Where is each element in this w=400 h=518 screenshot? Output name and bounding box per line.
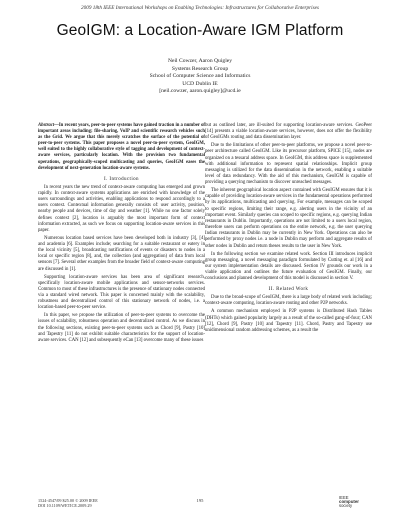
section-heading-introduction: I. Introduction [104,176,139,182]
paragraph: Due to the broad-scope of GeoIGM, there is a large body of related work including; context-aware computing, location-aware routing and other P2P networks. [205,295,372,307]
paper-title: GeoIGM: a Location-Aware IGM Platform [56,22,344,39]
footer-doi: DOI 10.1109/WETICE.2009.29 [38,503,92,509]
svg-text:society: society [339,503,353,508]
author-email: [neil.cowzer, aaron.quigley]@ucd.ie [159,88,241,95]
abstract [38,123,205,172]
author-group: Systems Research Group [171,65,229,72]
right-column [205,123,372,336]
author-names: Neil Cowzer, Aaron Quigley [167,58,233,64]
author-school: School of Computer Science and Informatics [149,73,251,80]
paragraph: In the following section we examine related work. Section III introduces implicit group messaging, a novel messaging paradigm formulated by Cutting et. al [16] and our system implementation details are discussed. Section IV grounds our work in a viable application and outlines the future evaluation of GeoIGM. Finally, our conclusions and planned development of this model is discussed in section V. [205,251,372,282]
running-head: 2009 18th IEEE International Workshops on Enabling Technologies: Infrastructures for Collaborative Enterprises [81,5,319,11]
paragraph: Due to the limitations of other peer-to-peer platforms, we propose a novel peer-to-peer architecture called GeoIGM. Like its precursor platform, SPICE [15], nodes are organized on a tessaral address space. In GeoIGM, this address space is supplemented with additional information to represent spatial relationships. Implicit group messaging is utilized for the data dissemination in the network, enabling a suitable level of data redundancy. With the aid of this mechanism, GeoIGM is capable of providing a querying mechanism to discover unreached messages. [205,143,372,186]
paragraph: Numerous location based services have been developed both in industry [3], [4] and academia [6]. Examples include; searching for a suitable restaurant or eatery in the local vicinity [5], broadcasting notifications of events or disasters to nodes in a local or specific region [8], and, the collection (and aggregation) of data from local sensors [7]. Several other examples from the broader field of context-aware computing are discussed in [1]. [38,235,205,272]
left-column [38,123,205,346]
svg-text:IEEE: IEEE [339,495,349,500]
author-university: UCD Dublin IE [182,80,218,87]
abstract-label: Abstract [38,123,55,128]
section-heading-related-work: II. Related Work [268,287,309,293]
svg-text:computer: computer [339,499,360,505]
abstract-text: —In recent years, peer-to-peer systems have gained traction in a number of important areas including; file-sharing, VoIP and scientific research vehicles such as the Grid. We argue that this merely scratches the surface of the potential of peer-to-peer systems. This paper proposes a novel peer-to-peer system, GeoIGM, well suited to the highly collaborative style of tagging and development of context-aware services, particularly location. With the provision two fundamental operations, geographically-scoped multicasting and queries, GeoIGM eases the development of next-generation location-aware systems. [38,123,205,171]
paragraph: but as outlined later, are ill-suited for supporting location-aware services. GeoPeer [14] presents a viable location-aware services, however, does not offer the flexibility of GeoIGMs routing and data dissemination layer. [205,123,372,141]
ieee-computer-society-logo [338,494,368,508]
author-block [0,58,400,96]
page-number: 195 [196,498,204,503]
paragraph: The inherent geographical location aspect contained with GeoIGM ensures that it is capable of providing location-aware services in the fundamental operations performed by its applications, multicasting and querying. For example, messages can be scoped to specific regions, limiting their range, e.g. alerting users in the vicinity of an important event. Similarly queries can scoped to specific regions, e.g. querying Indian restaurants in Dublin. Importantly, operations are not limited to a users local region, therefore users can perform operations on the entire network, e.g. the user querying Indian restaurants in Dublin may be currently in New York. Operations can also be performed by proxy nodes i.e. a node in Dublin may perform and aggregate results of other nodes in Dublin and return theses results to the user in New York. [205,188,372,249]
paragraph: In this paper, we propose the utilization of peer-to-peer systems to overcome the issues of scalability, robustness operation and decentralized control. As we discuss in the following sections, existing peer-to-peer systems such as Chord [9], Pastry [10] and Tapestry [11] do not exhibit suitable characteristics for the support of location-aware services. CAN [12] and subsequently eCan [13] overcome many of these issues [38,313,205,343]
paragraph: In recent years the new trend of context-aware computing has emerged and grown rapidly. In context-aware systems applications are enriched with knowledge of the users surroundings and activities, enabling applications to respond accordingly to a users context. Contextual information generally consists of: user activity, position, nearby people and devices, time of day and weather [1]. While no one factor solely defines context [2], location is arguably the most important form of context information extracted, as such we focus on supporting location-aware services in this paper. [38,184,205,233]
footer-isbn: 1524-4547/09 $25.00 © 2009 IEEE [38,498,98,503]
paragraph: Supporting location-aware services has been area of significant research, specifically location-aware mobile applications and sensor-networks services. Common to most of these infrastructures is the presence of stationary nodes connected via a standard wired network. This paper is concerned mainly with the scalability, robustness and decentralized control of this stationary network of nodes, i.e. a location-based peer-to-peer service. [38,274,205,311]
paragraph: A common mechanism employed in P2P systems is Distributed Hash Tables (DHTs) which gained popularity largely as a result of the so-called gang-of-four; CAN [12], Chord [9], Pastry [10] and Tapestry [11]. Chord, Pastry and Tapestry use unidimensional random addressing schemes, as a result the [205,309,372,333]
